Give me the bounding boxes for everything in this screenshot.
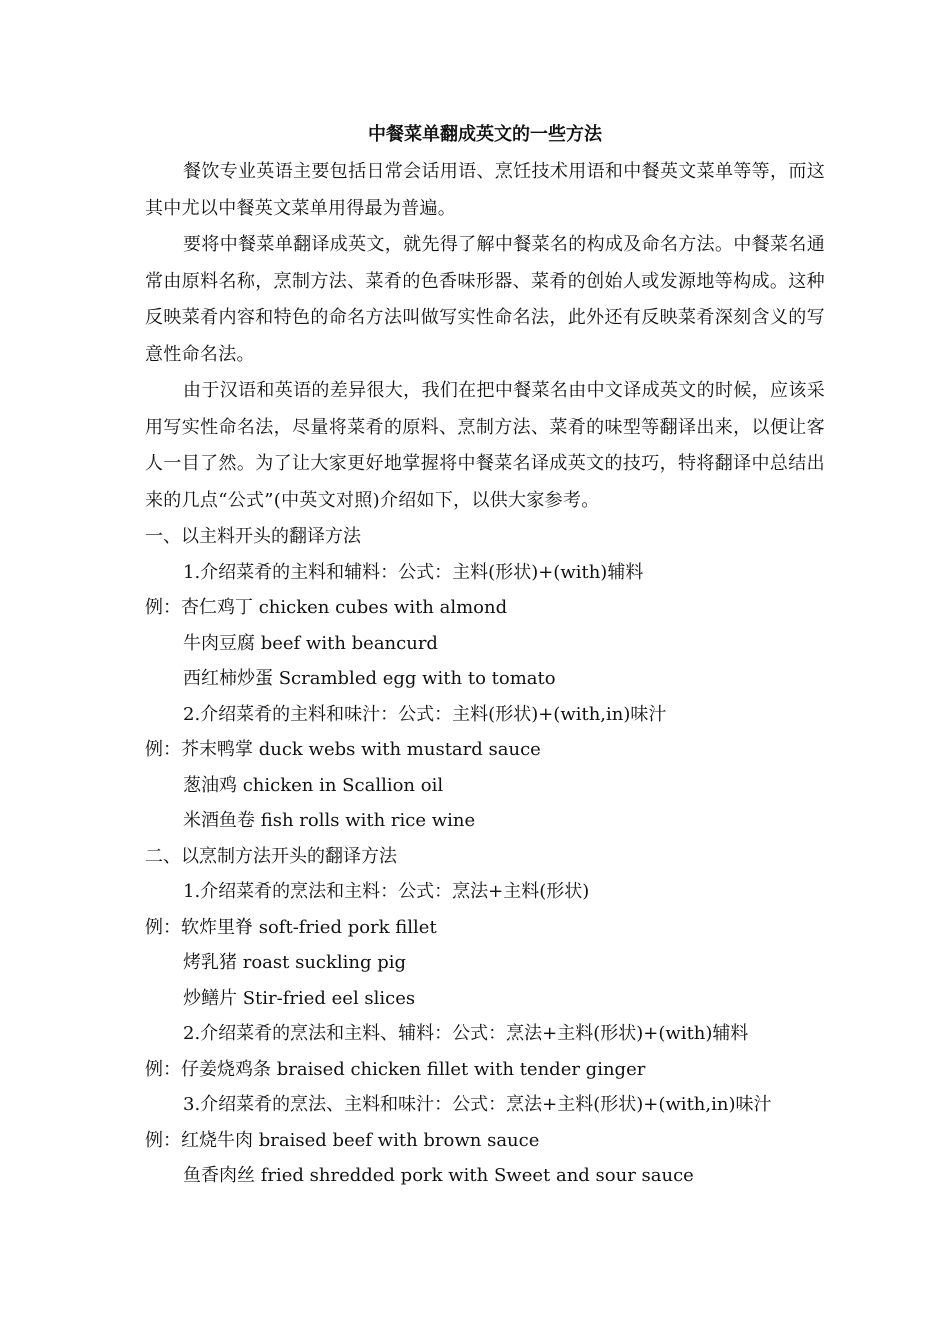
method-formula: 1.介绍菜肴的主料和辅料：公式：主料(形状)+(with)辅料 [183,561,644,583]
example-line: 例：芥末鸭掌 duck webs with mustard sauce [145,739,541,760]
example-line: 西红柿炒蛋 Scrambled egg with to tomato [183,668,556,689]
example-line: 炒鳝片 Stir-fried eel slices [183,987,416,1009]
example-line: 例：仔姜烧鸡条 braised chicken fillet with tender ginger [145,1058,646,1080]
example-line: 例：软炸里脊 soft-fried pork fillet [145,916,437,938]
document-page [145,120,825,1194]
section-heading: 二、以烹制方法开头的翻译方法 [145,845,397,867]
method-formula: 1.介绍菜肴的烹法和主料：公式：烹法+主料(形状) [183,881,590,902]
example-line: 米酒鱼卷 fish rolls with rice wine [183,810,476,831]
example-line: 例：杏仁鸡丁 chicken cubes with almond [145,597,508,618]
example-line: 烤乳猪 roast suckling pig [183,952,407,973]
example-line: 牛肉豆腐 beef with beancurd [183,632,438,654]
method-formula: 2.介绍菜肴的烹法和主料、辅料：公式：烹法+主料(形状)+(with)辅料 [183,1023,749,1044]
paragraph: 由于汉语和英语的差异很大，我们在把中餐菜名由中文译成英文的时候，应该采用写实性命名法，尽量将菜肴的原料、烹制方法、菜肴的味型等翻译出来，以便让客人一目了然。为了让大家更好地掌握将中餐菜名译成英文的技巧，特将翻译中总结出来的几点“公式”(中英文对照)介绍如下，以供大家参考。 [145,380,825,511]
example-line: 鱼香肉丝 fried shredded pork with Sweet and sour sauce [183,1165,694,1186]
method-formula: 2.介绍菜肴的主料和味汁：公式：主料(形状)+(with,in)味汁 [183,703,667,725]
method-formula: 3.介绍菜肴的烹法、主料和味汁：公式：烹法+主料(形状)+(with,in)味汁 [183,1094,772,1115]
paragraph: 餐饮专业英语主要包括日常会话用语、烹饪技术用语和中餐英文菜单等等，而这其中尤以中餐英文菜单用得最为普遍。 [145,161,825,219]
example-line: 葱油鸡 chicken in Scallion oil [183,774,444,796]
section-heading: 一、以主料开头的翻译方法 [145,526,361,547]
document-title: 中餐菜单翻成英文的一些方法 [368,124,602,145]
paragraph: 要将中餐菜单翻译成英文，就先得了解中餐菜名的构成及命名方法。中餐菜名通常由原料名称，烹制方法、菜肴的色香味形器、菜肴的创始人或发源地等构成。这种反映菜肴内容和特色的命名方法叫做写实性命名法，此外还有反映菜肴深刻含义的写意性命名法。 [145,234,825,365]
example-line: 例：红烧牛肉 braised beef with brown sauce [145,1129,540,1151]
